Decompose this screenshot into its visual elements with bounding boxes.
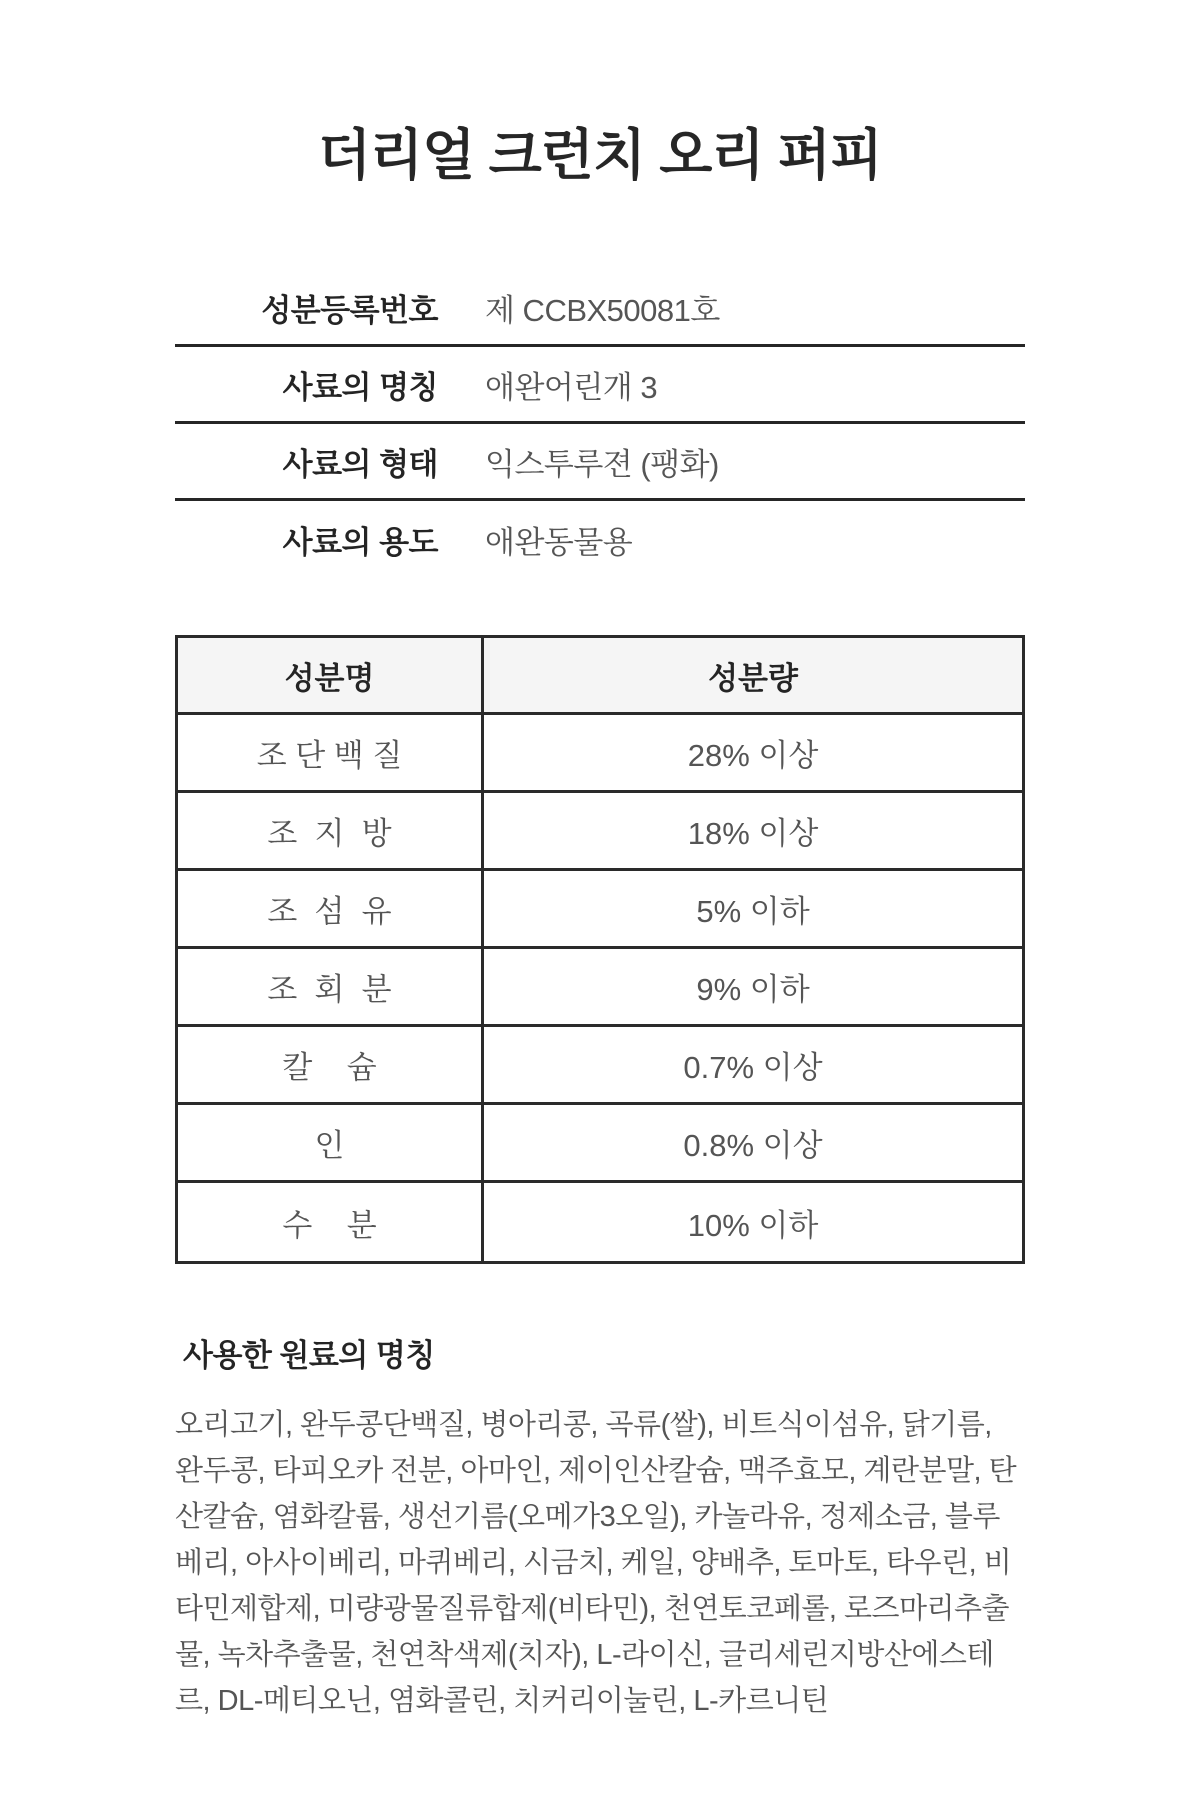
raw-materials-list: 오리고기, 완두콩단백질, 병아리콩, 곡류(쌀), 비트식이섬유, 닭기름, 완두콩, 타피오카 전분, 아마인, 제이인산칼슘, 맥주효모, 계란분말, 탄산칼슘, 염화칼륨, 생선기름(오메가3오일), 카놀라유, 정제소금, 블루베리, 아사이베리, 마퀴베리, 시금치, 케일, 양배추, 토마토, 타우린, 비타민제합제, 미량광물질류합제(비타민), 천연토코페롤, 로즈마리추출물, 녹차추출물, 천연착색제(치자), L-라이신, 글리세린지방산에스테르, DL-메티오닌, 염화콜린, 치커리이눌린, L-카르니틴 [175, 1409, 1017, 1717]
table-row [175, 270, 1025, 347]
composition-table-header [178, 638, 1022, 715]
ingredient-name-crude-fat: 조 지 방 [178, 793, 484, 868]
ingredient-name-crude-ash: 조 회 분 [178, 949, 484, 1024]
ingredient-amount-crude-fat: 18% 이상 [687, 816, 819, 851]
info-label-feed-name: 사료의 명칭 [282, 369, 438, 405]
composition-table [175, 635, 1025, 1264]
table-row [175, 424, 1025, 501]
column-header-ingredient-amount: 성분량 [708, 660, 798, 696]
column-header-ingredient-name: 성분명 [178, 638, 484, 712]
info-label-feed-form: 사료의 형태 [282, 446, 438, 482]
page-title: 더리얼 크런치 오리 퍼피 [317, 124, 883, 186]
ingredient-amount-crude-fiber: 5% 이하 [696, 894, 810, 929]
ingredient-amount-crude-protein: 28% 이상 [687, 738, 819, 773]
ingredient-name-calcium: 칼 슘 [178, 1027, 484, 1102]
info-label-feed-use: 사료의 용도 [282, 525, 438, 560]
ingredient-amount-calcium: 0.7% 이상 [683, 1050, 823, 1085]
table-row [178, 793, 1022, 871]
table-row [178, 871, 1022, 949]
ingredient-amount-phosphorus: 0.8% 이상 [683, 1128, 823, 1163]
info-label-registration-number: 성분등록번호 [261, 292, 438, 328]
table-row [178, 1105, 1022, 1183]
info-value-feed-name: 애완어린개 3 [485, 369, 658, 405]
ingredient-amount-moisture: 10% 이하 [687, 1207, 819, 1243]
info-value-feed-use: 애완동물용 [485, 525, 633, 560]
raw-materials-heading: 사용한 원료의 명칭 [183, 1338, 435, 1373]
ingredient-name-phosphorus: 인 [178, 1105, 484, 1180]
ingredient-name-moisture: 수 분 [178, 1183, 484, 1261]
product-label-page [0, 124, 1200, 1808]
table-row [178, 1027, 1022, 1105]
table-row [178, 715, 1022, 793]
raw-materials-section [175, 1330, 1025, 1724]
table-row [175, 347, 1025, 424]
table-row [175, 501, 1025, 578]
ingredient-name-crude-fiber: 조 섬 유 [178, 871, 484, 946]
info-value-registration-number: 제 CCBX50081호 [485, 292, 720, 328]
ingredient-amount-crude-ash: 9% 이하 [696, 972, 810, 1007]
table-row [178, 949, 1022, 1027]
info-value-feed-form: 익스투루젼 (팽화) [485, 446, 719, 482]
registration-info-table [175, 270, 1025, 578]
ingredient-name-crude-protein: 조 단 백 질 [178, 715, 484, 790]
table-row [178, 1183, 1022, 1261]
